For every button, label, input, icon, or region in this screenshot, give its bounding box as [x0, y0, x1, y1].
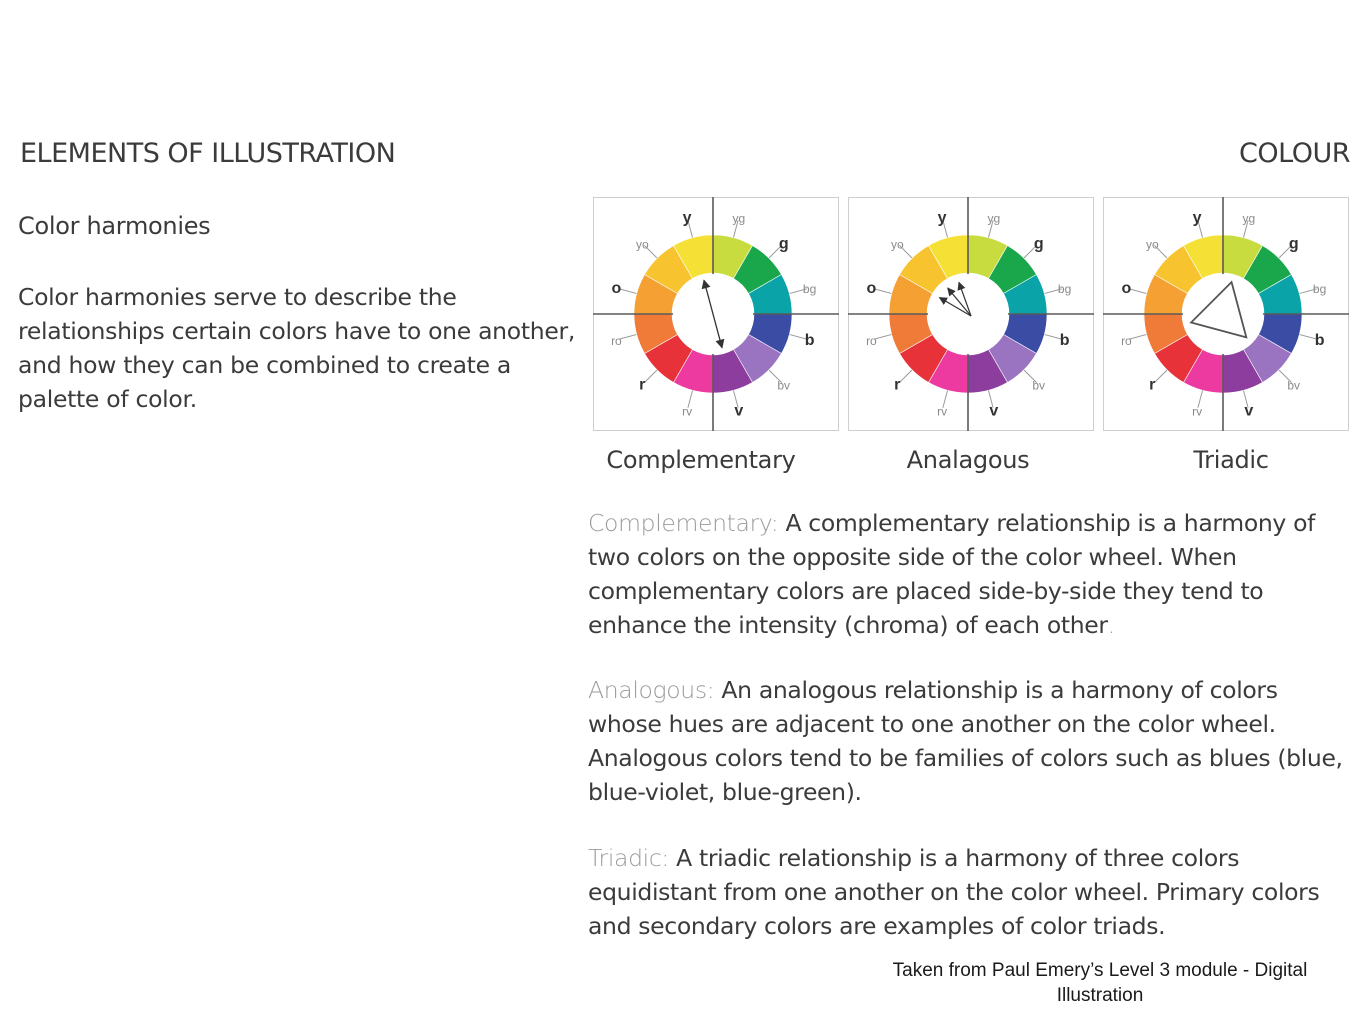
wheel-label: bg: [1312, 282, 1327, 297]
wheel-label: yg: [732, 211, 746, 226]
wheel-label: o: [1121, 280, 1132, 298]
description-term: Triadic:: [588, 844, 669, 872]
wheel-label: rv: [682, 404, 693, 419]
wheel-label: y: [682, 209, 692, 227]
triadic-description: [588, 841, 1348, 943]
wheel-label: yo: [890, 237, 904, 252]
wheel-label: y: [937, 209, 947, 227]
wheel-label: yo: [635, 237, 649, 252]
intro-paragraph: Color harmonies serve to describe the relationships certain colors have to one another, and how they can be combined to create a palette of color.: [18, 283, 576, 413]
complementary-color-wheel: [593, 197, 839, 431]
analogous-description: [588, 673, 1348, 809]
wheel-label: g: [1288, 235, 1299, 253]
wheel-label: ro: [611, 333, 622, 348]
wheel-label: b: [1059, 331, 1070, 349]
slide-subtitle: Color harmonies: [18, 212, 211, 240]
wheel-label: bg: [802, 282, 817, 297]
source-credit: Taken from Paul Emery’s Level 3 module - Digital Illustration: [892, 960, 1308, 1006]
triadic-caption: Triadic: [1193, 446, 1269, 474]
wheel-label: ro: [1121, 333, 1132, 348]
description-tail: .: [1107, 611, 1115, 639]
topic-title: COLOUR: [1239, 138, 1350, 169]
wheel-label: g: [778, 235, 789, 253]
wheel-label: b: [1314, 331, 1325, 349]
complementary-caption: Complementary: [606, 446, 796, 474]
wheel-label: r: [1149, 376, 1156, 394]
wheel-label: yo: [1145, 237, 1159, 252]
wheel-label: v: [1244, 402, 1254, 420]
wheel-label: rv: [937, 404, 948, 419]
description-term: Analogous:: [588, 676, 715, 704]
wheel-label: bv: [1287, 378, 1301, 393]
wheel-label: rv: [1192, 404, 1203, 419]
wheel-label: g: [1033, 235, 1044, 253]
section-title: ELEMENTS OF ILLUSTRATION: [20, 138, 396, 169]
wheel-label: v: [734, 402, 744, 420]
wheel-label: bv: [1032, 378, 1046, 393]
wheel-label: y: [1192, 209, 1202, 227]
wheel-label: bv: [777, 378, 791, 393]
analogous-caption: Analagous: [906, 446, 1030, 474]
color-wheel-graphic: [593, 197, 839, 431]
color-wheel-graphic: [848, 197, 1094, 431]
wheel-label: v: [989, 402, 999, 420]
wheel-label: ro: [866, 333, 877, 348]
wheel-label: o: [611, 280, 622, 298]
triadic-color-wheel: [1103, 197, 1349, 431]
complementary-description: [588, 506, 1348, 642]
wheel-label: yg: [1242, 211, 1256, 226]
description-term: Complementary:: [588, 509, 779, 537]
wheel-label: yg: [987, 211, 1001, 226]
wheel-label: r: [639, 376, 646, 394]
wheel-label: bg: [1057, 282, 1072, 297]
wheel-label: r: [894, 376, 901, 394]
wheel-label: o: [866, 280, 877, 298]
description-text: A complementary relationship is a harmony of two colors on the opposite side of the color wheel. When complementary colors are placed side-by-side they tend to enhance the intensity (chroma) of each other: [588, 509, 1316, 639]
wheel-label: b: [804, 331, 815, 349]
description-text: A triadic relationship is a harmony of three colors equidistant from one another on the color wheel. Primary colors and secondary colors are examples of color triads.: [588, 844, 1320, 940]
color-wheel-graphic: [1103, 197, 1349, 431]
description-text: An analogous relationship is a harmony of colors whose hues are adjacent to one another on the color wheel. Analogous colors tend to be families of colors such as blues (blue, blue-violet, blue-green).: [588, 676, 1343, 806]
analogous-color-wheel: [848, 197, 1094, 431]
